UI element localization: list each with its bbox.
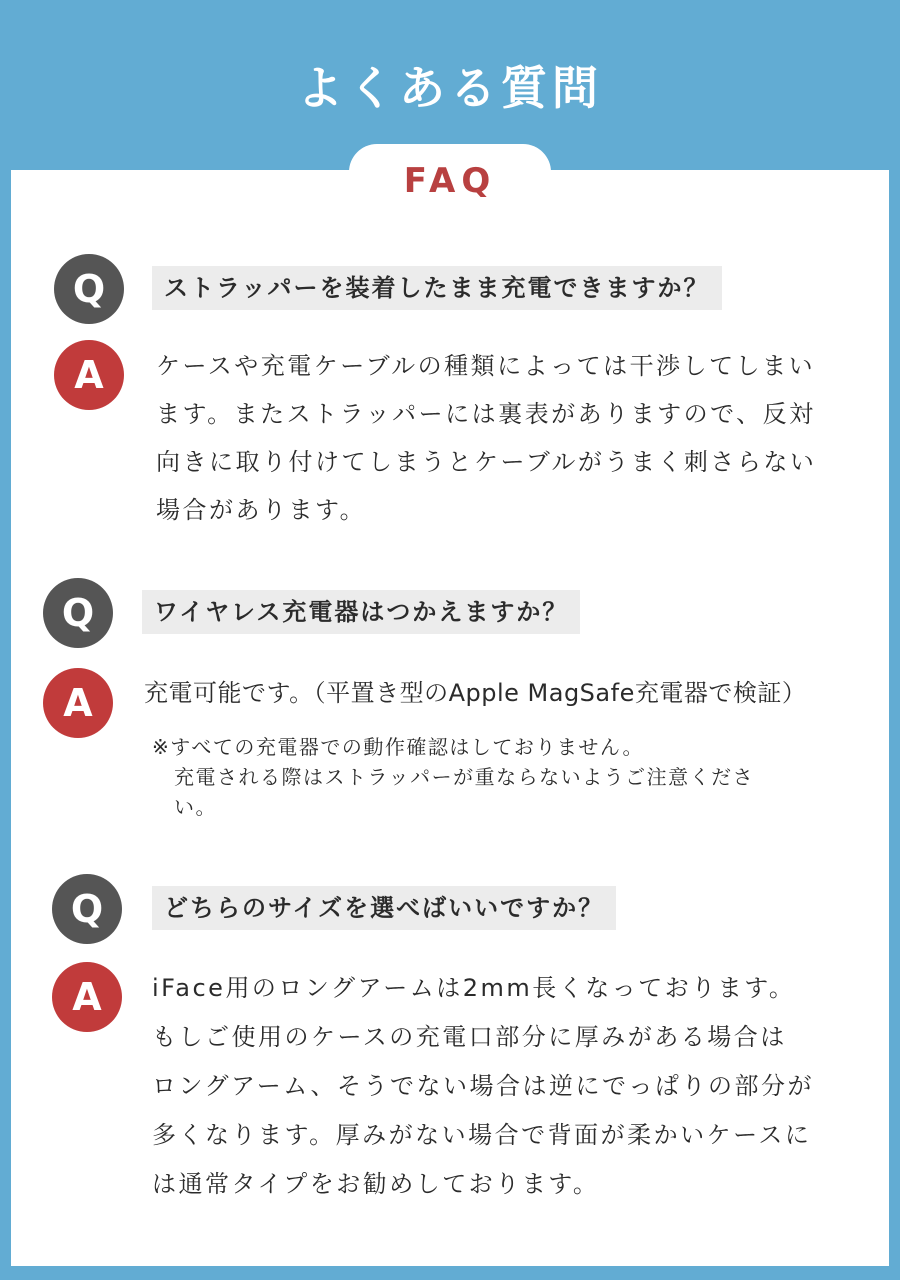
answer-line: 充電可能です。（平置き型のApple MagSafe充電器で検証） [144, 679, 807, 707]
answer-line: もしご使用のケースの充電口部分に厚みがある場合は [152, 1023, 787, 1051]
faq-tab-label: FAQ [349, 144, 551, 204]
faq-question-3: どちらのサイズを選べばいいですか？ [152, 886, 616, 930]
question-badge: Q [52, 874, 122, 944]
note-line: 充電される際はストラッパーが重ならないようご注意くださ [174, 765, 755, 789]
faq-answer-3 [152, 964, 814, 1209]
faq-note-2 [152, 732, 754, 822]
question-badge: Q [54, 254, 124, 324]
answer-line: 場合があります。 [156, 496, 367, 524]
faq-question-1: ストラッパーを装着したまま充電できますか？ [152, 266, 722, 310]
answer-badge: A [54, 340, 124, 410]
answer-line: ロングアーム、そうでない場合は逆にでっぱりの部分が [152, 1072, 815, 1100]
faq-answer-1 [156, 342, 816, 534]
answer-badge: A [43, 668, 113, 738]
page-title: よくある質問 [297, 61, 603, 115]
answer-line: ます。またストラッパーには裏表がありますので、反対 [156, 400, 816, 428]
answer-badge: A [52, 962, 122, 1032]
faq-question-2: ワイヤレス充電器はつかえますか？ [142, 590, 580, 634]
answer-line: は通常タイプをお勧めしております。 [152, 1170, 600, 1198]
answer-line: 多くなります。厚みがない場合で背面が柔かいケースに [152, 1121, 812, 1149]
note-line: ※すべての充電器での動作確認はしておりません。 [152, 735, 645, 759]
note-line: い。 [174, 795, 217, 819]
answer-line: iFace用のロングアームは2mm長くなっております。 [152, 974, 796, 1002]
question-badge: Q [43, 578, 113, 648]
answer-line: ケースや充電ケーブルの種類によっては干渉してしまい [156, 352, 816, 380]
faq-answer-2 [144, 669, 806, 717]
answer-line: 向きに取り付けてしまうとケーブルがうまく刺さらない [156, 448, 817, 476]
